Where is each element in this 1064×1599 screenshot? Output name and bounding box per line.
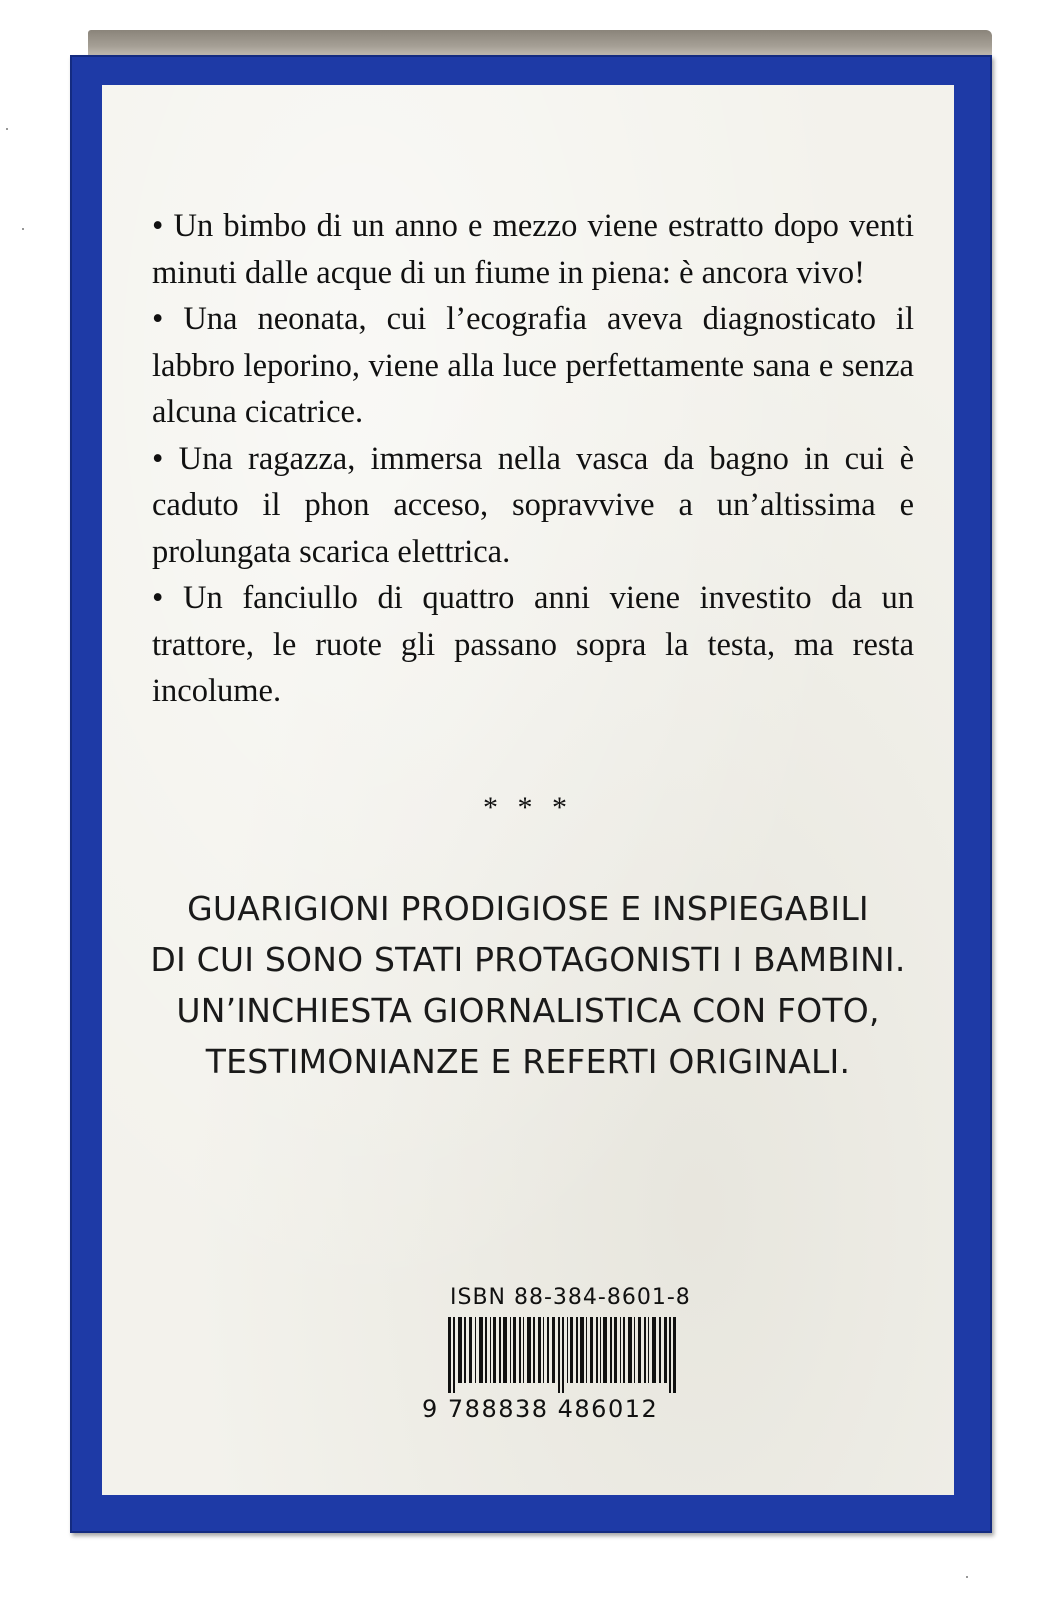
blurb-paragraph-2: • Una neonata, cui l’ecografia aveva diagnosticato il labbro leporino, viene alla luce perfettamente sana e senza alcuna cicatrice. <box>152 301 914 430</box>
tagline <box>102 883 954 1087</box>
tagline-line-4: TESTIMONIANZE E REFERTI ORIGINALI. <box>205 1042 851 1081</box>
dust-speck <box>6 128 8 130</box>
cover-panel <box>102 85 954 1495</box>
blurb-paragraph-4: • Un fanciullo di quattro anni viene investito da un trattore, le ruote gli passano sopra la testa, ma resta incolume. <box>152 580 914 709</box>
blurb-paragraph-1: • Un bimbo di un anno e mezzo viene estratto dopo venti minuti dalle acque di un fiume in piena: è ancora vivo! <box>152 208 914 291</box>
tagline-line-1: GUARIGIONI PRODIGIOSE E INSPIEGABILI <box>187 889 869 928</box>
section-separator: * * * <box>483 791 573 824</box>
isbn-label: ISBN 88-384-8601-8 <box>450 1285 691 1310</box>
blurb-paragraph-3: • Una ragazza, immersa nella vasca da bagno in cui è caduto il phon acceso, sopravvive a un’altissima e prolungata scarica elettrica. <box>152 440 914 570</box>
ean-digits: 9 788838 486012 <box>422 1395 659 1423</box>
dust-speck <box>22 228 24 230</box>
tagline-line-2: DI CUI SONO STATI PROTAGONISTI I BAMBINI. <box>150 940 906 979</box>
tagline-line-3: UN’INCHIESTA GIORNALISTICA CON FOTO, <box>176 991 880 1030</box>
blurb-text <box>152 203 914 715</box>
barcode-image <box>448 1317 676 1393</box>
dust-speck <box>966 1576 968 1578</box>
back-cover <box>70 55 992 1533</box>
